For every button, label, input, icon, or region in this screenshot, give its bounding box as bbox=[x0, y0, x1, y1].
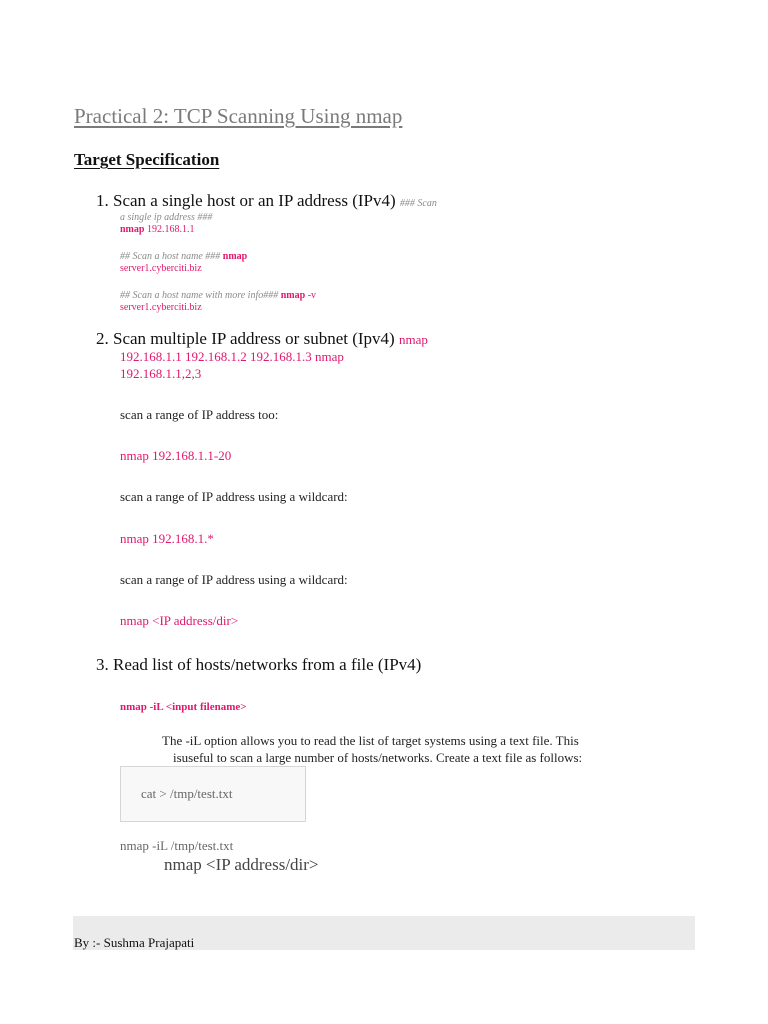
code-keyword: nmap bbox=[222, 251, 248, 262]
code-comment: ### Scan bbox=[399, 198, 437, 209]
list-number: 1. bbox=[96, 191, 109, 210]
code-line bbox=[120, 290, 316, 302]
code-flag: -v bbox=[307, 290, 317, 301]
code-line bbox=[120, 224, 194, 236]
list-heading: Read list of hosts/networks from a file (IPv4) bbox=[113, 655, 422, 674]
code-line: 192.168.1.1 192.168.1.2 192.168.1.3 nmap bbox=[120, 349, 344, 364]
code-arg: server1.cyberciti.biz bbox=[120, 263, 202, 274]
code-line bbox=[120, 251, 247, 263]
body-text: scan a range of IP address using a wildcard: bbox=[120, 489, 348, 504]
page-title: Practical 2: TCP Scanning Using nmap bbox=[74, 104, 403, 128]
code-block bbox=[120, 766, 306, 822]
code-line: nmap <IP address/dir> bbox=[164, 855, 319, 874]
code-arg: 192.168.1.1 bbox=[146, 224, 195, 235]
footer-author: By :- Sushma Prajapati bbox=[74, 935, 195, 950]
code-keyword: nmap bbox=[398, 332, 428, 347]
code-line: nmap -iL <input filename> bbox=[120, 701, 247, 713]
body-text: scan a range of IP address too: bbox=[120, 407, 279, 422]
code-comment: ## Scan a host name ### bbox=[120, 251, 221, 262]
code-line: nmap 192.168.1.1-20 bbox=[120, 448, 232, 463]
list-heading: Scan multiple IP address or subnet (Ipv4) bbox=[113, 329, 395, 348]
code-line: nmap <IP address/dir> bbox=[120, 613, 239, 628]
list-number: 2. bbox=[96, 329, 109, 348]
code-line: nmap -iL /tmp/test.txt bbox=[120, 838, 234, 853]
body-text: The -iL option allows you to read the list of target systems using a text file. This bbox=[162, 733, 579, 748]
code-line: 192.168.1.1,2,3 bbox=[120, 366, 202, 381]
code-arg: server1.cyberciti.biz bbox=[120, 302, 202, 313]
list-item-3-heading bbox=[96, 655, 421, 675]
code-line: nmap 192.168.1.* bbox=[120, 531, 214, 546]
list-number: 3. bbox=[96, 655, 109, 674]
body-text: isuseful to scan a large number of hosts/networks. Create a text file as follows: bbox=[173, 750, 583, 765]
list-heading: Scan a single host or an IP address (IPv4) bbox=[113, 191, 396, 210]
code-keyword: nmap bbox=[120, 224, 145, 235]
list-item-1-heading bbox=[96, 191, 437, 211]
list-item-2-heading bbox=[96, 329, 428, 349]
section-heading: Target Specification bbox=[74, 150, 220, 169]
code-keyword: nmap bbox=[280, 290, 306, 301]
body-text: scan a range of IP address using a wildcard: bbox=[120, 572, 348, 587]
code-comment: ## Scan a host name with more info### bbox=[120, 290, 279, 301]
code-text: cat > /tmp/test.txt bbox=[141, 786, 233, 801]
code-comment: a single ip address ### bbox=[120, 212, 213, 223]
